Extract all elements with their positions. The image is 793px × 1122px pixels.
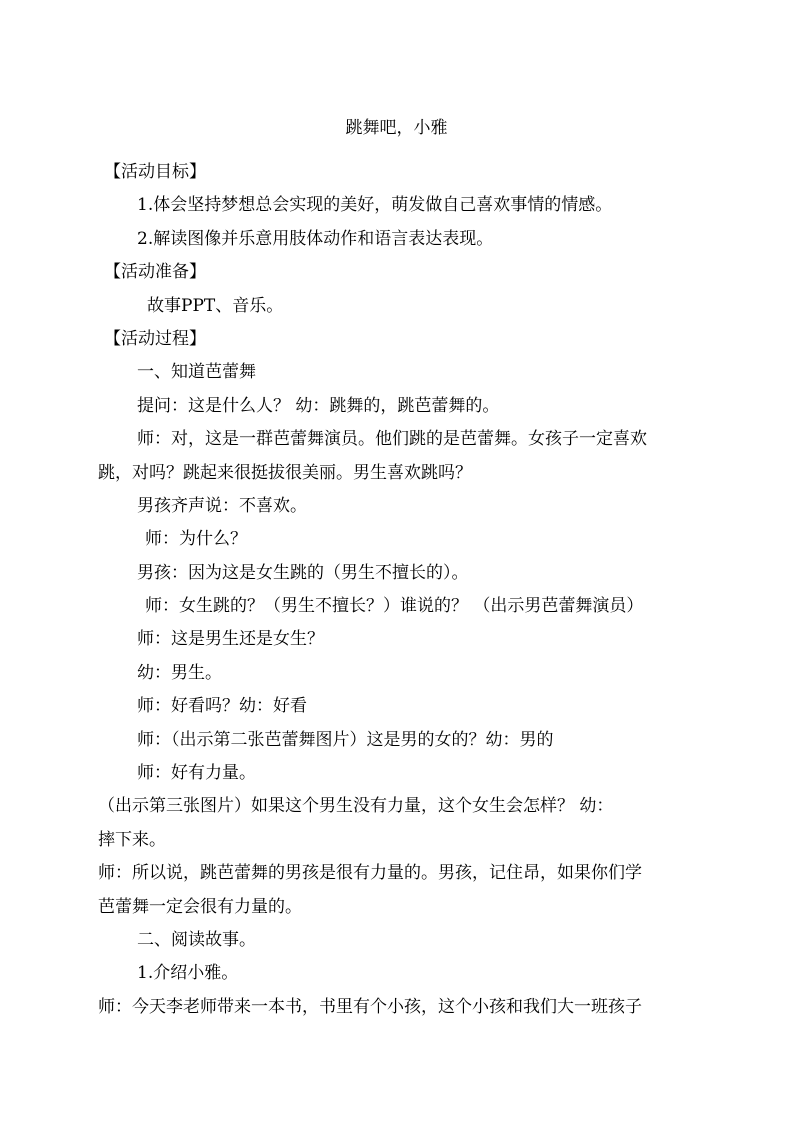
section-heading-preparation: 【活动准备】 (104, 262, 206, 282)
paragraph-line: 1.介绍小雅。 (137, 963, 239, 983)
paragraph-line: 师：女生跳的？（男生不擅长？）谁说的？ （出示男芭蕾舞演员） (145, 596, 644, 616)
document-title: 跳舞吧，小雅 (345, 118, 448, 138)
paragraph-line: 师：这是男生还是女生？ (137, 629, 324, 649)
paragraph-line: 男孩：因为这是女生跳的（男生不擅长的）。 (137, 563, 469, 583)
preparation-text: 故事PPT、音乐。 (147, 296, 284, 316)
section-heading-process: 【活动过程】 (104, 329, 206, 349)
paragraph-line: 师：所以说，跳芭蕾舞的男孩是很有力量的。男孩，记住昂，如果你们学 (98, 863, 642, 883)
paragraph-line: 提问：这是什么人？ 幼：跳舞的，跳芭蕾舞的。 (137, 396, 500, 416)
subsection-heading-1: 一、知道芭蕾舞 (137, 362, 256, 382)
paragraph-line: 师：（出示第二张芭蕾舞图片）这是男的女的？幼：男的 (137, 730, 554, 750)
paragraph-line: 芭蕾舞一定会很有力量的。 (98, 897, 302, 917)
paragraph-line: 师：对，这是一群芭蕾舞演员。他们跳的是芭蕾舞。女孩子一定喜欢 (137, 429, 647, 449)
paragraph-line: 师：好看吗？幼：好看 (137, 696, 307, 716)
paragraph-line: 跳，对吗？跳起来很挺拔很美丽。男生喜欢跳吗？ (98, 463, 472, 483)
goal-item-1: 1.体会坚持梦想总会实现的美好，萌发做自己喜欢事情的情感。 (137, 195, 613, 215)
paragraph-line: （出示第三张图片）如果这个男生没有力量，这个女生会怎样？ 幼： (98, 796, 614, 816)
paragraph-line: 男孩齐声说：不喜欢。 (137, 496, 307, 516)
goal-item-2: 2.解读图像并乐意用肢体动作和语言表达表现。 (137, 229, 494, 249)
paragraph-line: 师：为什么？ (145, 529, 247, 549)
paragraph-line: 师：好有力量。 (137, 763, 256, 783)
paragraph-line: 师：今天李老师带来一本书，书里有个小孩，这个小孩和我们大一班孩子 (98, 997, 642, 1017)
subsection-heading-2: 二、阅读故事。 (137, 930, 256, 950)
paragraph-line: 摔下来。 (98, 830, 166, 850)
section-heading-goals: 【活动目标】 (104, 162, 206, 182)
paragraph-line: 幼：男生。 (137, 663, 222, 683)
